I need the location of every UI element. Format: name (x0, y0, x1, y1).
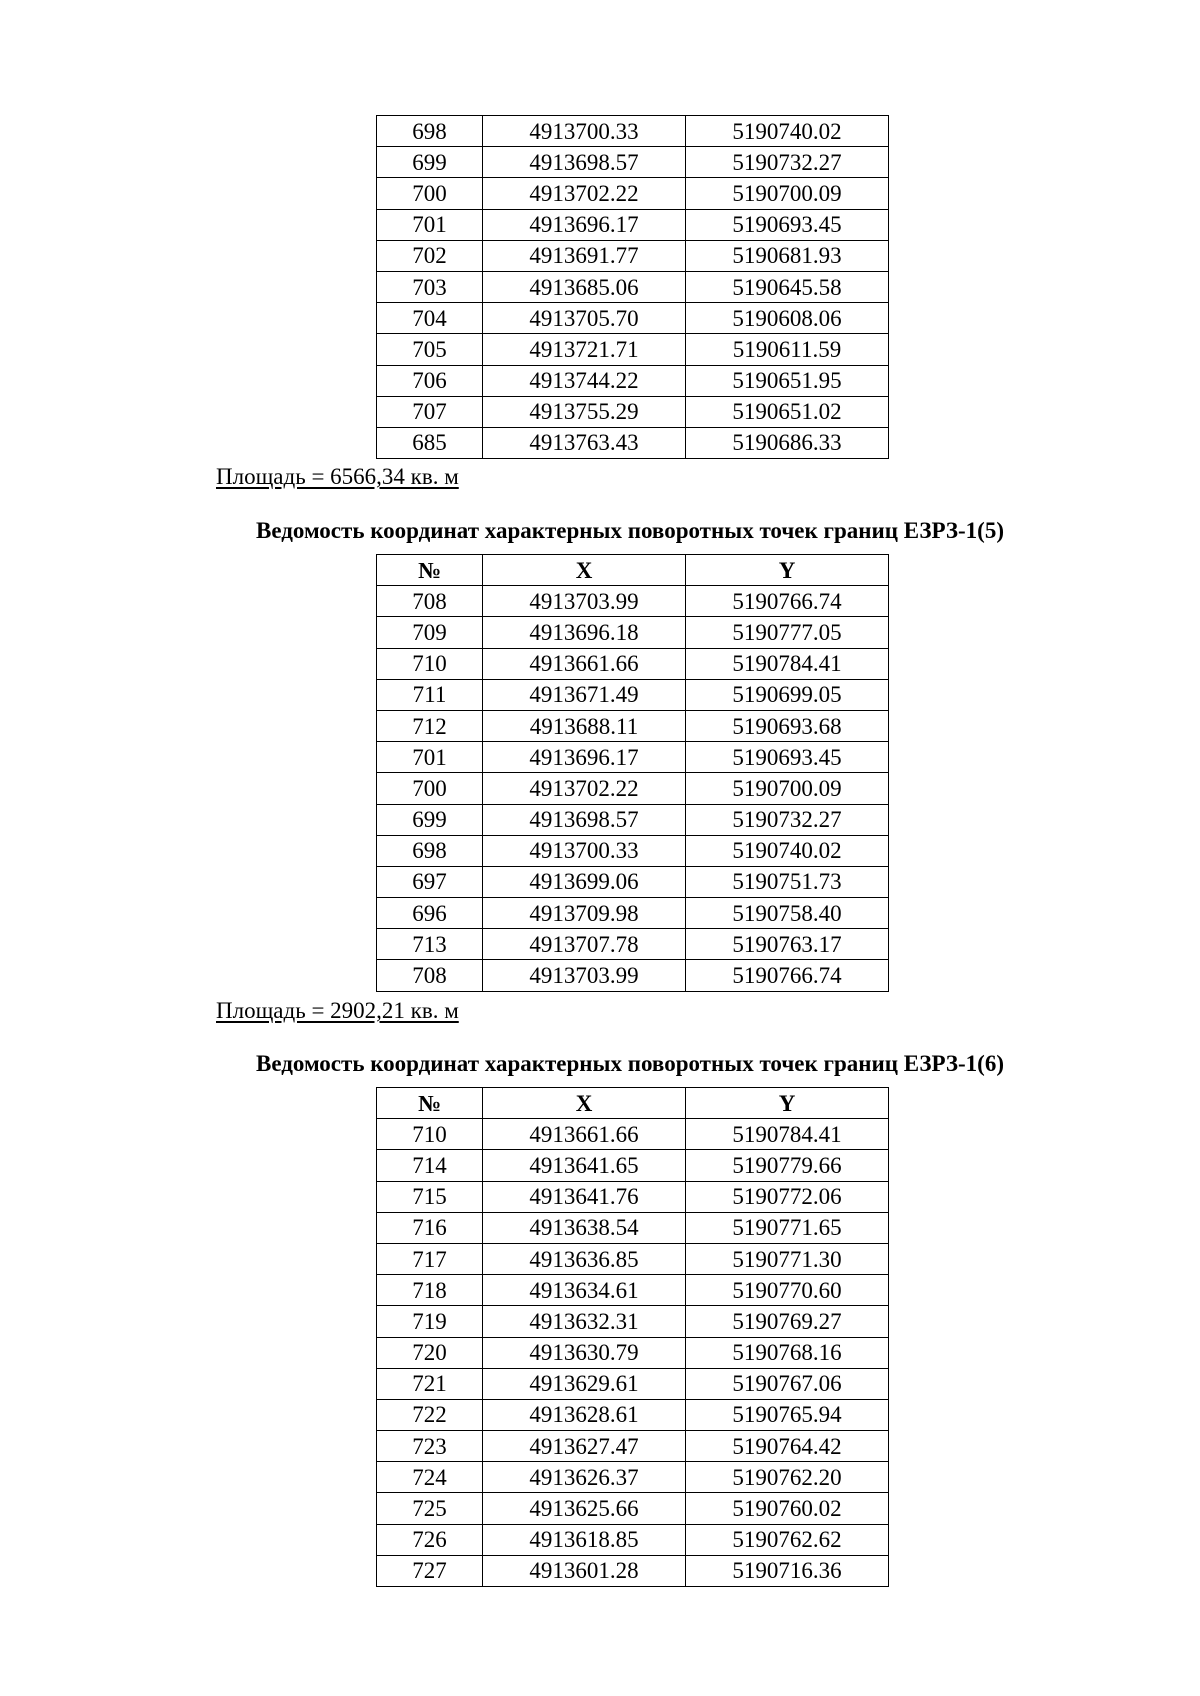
table-row (377, 1524, 889, 1555)
column-header-y: Y (686, 1088, 889, 1119)
table-row (377, 898, 889, 929)
y-coordinate-cell: 5190732.27 (686, 147, 889, 178)
table-heading-2: Ведомость координат характерных поворотных точек границ ЕЗРЗ-1(5) (256, 518, 1004, 543)
x-coordinate-cell: 4913696.17 (483, 209, 686, 240)
y-coordinate-cell: 5190740.02 (686, 116, 889, 147)
table-row (377, 929, 889, 960)
table-row (377, 334, 889, 365)
table-header (377, 555, 889, 586)
y-coordinate-cell: 5190700.09 (686, 773, 889, 804)
y-coordinate-cell: 5190763.17 (686, 929, 889, 960)
point-number-cell: 698 (377, 835, 483, 866)
y-coordinate-cell: 5190762.20 (686, 1462, 889, 1493)
point-number-cell: 716 (377, 1212, 483, 1243)
point-number-cell: 698 (377, 116, 483, 147)
y-coordinate-cell: 5190770.60 (686, 1275, 889, 1306)
y-coordinate-cell: 5190700.09 (686, 178, 889, 209)
point-number-cell: 719 (377, 1306, 483, 1337)
point-number-cell: 697 (377, 866, 483, 897)
x-coordinate-cell: 4913721.71 (483, 334, 686, 365)
table-row (377, 1150, 889, 1181)
area-label-2: Площадь = 2902,21 кв. м (216, 998, 459, 1023)
point-number-cell: 721 (377, 1368, 483, 1399)
x-coordinate-cell: 4913691.77 (483, 240, 686, 271)
table-row (377, 1119, 889, 1150)
point-number-cell: 699 (377, 147, 483, 178)
y-coordinate-cell: 5190686.33 (686, 427, 889, 458)
x-coordinate-cell: 4913696.17 (483, 742, 686, 773)
table-row (377, 1368, 889, 1399)
table-row (377, 396, 889, 427)
table-row (377, 804, 889, 835)
column-header-x: X (483, 555, 686, 586)
y-coordinate-cell: 5190760.02 (686, 1493, 889, 1524)
x-coordinate-cell: 4913709.98 (483, 898, 686, 929)
x-coordinate-cell: 4913685.06 (483, 271, 686, 302)
table-row (377, 1181, 889, 1212)
x-coordinate-cell: 4913698.57 (483, 804, 686, 835)
y-coordinate-cell: 5190608.06 (686, 303, 889, 334)
table-row (377, 1462, 889, 1493)
y-coordinate-cell: 5190771.30 (686, 1243, 889, 1274)
y-coordinate-cell: 5190740.02 (686, 835, 889, 866)
point-number-cell: 710 (377, 648, 483, 679)
x-coordinate-cell: 4913744.22 (483, 365, 686, 396)
y-coordinate-cell: 5190772.06 (686, 1181, 889, 1212)
x-coordinate-cell: 4913634.61 (483, 1275, 686, 1306)
point-number-cell: 708 (377, 960, 483, 991)
y-coordinate-cell: 5190681.93 (686, 240, 889, 271)
table-row (377, 1306, 889, 1337)
column-header-x: X (483, 1088, 686, 1119)
table-row (377, 1337, 889, 1368)
x-coordinate-cell: 4913630.79 (483, 1337, 686, 1368)
y-coordinate-cell: 5190764.42 (686, 1431, 889, 1462)
x-coordinate-cell: 4913699.06 (483, 866, 686, 897)
column-header-number: № (377, 1088, 483, 1119)
point-number-cell: 709 (377, 617, 483, 648)
x-coordinate-cell: 4913627.47 (483, 1431, 686, 1462)
table-row (377, 147, 889, 178)
y-coordinate-cell: 5190784.41 (686, 1119, 889, 1150)
y-coordinate-cell: 5190732.27 (686, 804, 889, 835)
point-number-cell: 715 (377, 1181, 483, 1212)
point-number-cell: 722 (377, 1399, 483, 1430)
point-number-cell: 723 (377, 1431, 483, 1462)
table-row (377, 178, 889, 209)
table-row (377, 1399, 889, 1430)
y-coordinate-cell: 5190651.95 (686, 365, 889, 396)
y-coordinate-cell: 5190758.40 (686, 898, 889, 929)
table-row (377, 586, 889, 617)
table-row (377, 1431, 889, 1462)
table-row (377, 679, 889, 710)
point-number-cell: 701 (377, 209, 483, 240)
x-coordinate-cell: 4913705.70 (483, 303, 686, 334)
y-coordinate-cell: 5190699.05 (686, 679, 889, 710)
point-number-cell: 704 (377, 303, 483, 334)
table-row (377, 1555, 889, 1586)
x-coordinate-cell: 4913755.29 (483, 396, 686, 427)
point-number-cell: 701 (377, 742, 483, 773)
point-number-cell: 717 (377, 1243, 483, 1274)
table-row (377, 1275, 889, 1306)
x-coordinate-cell: 4913671.49 (483, 679, 686, 710)
x-coordinate-cell: 4913698.57 (483, 147, 686, 178)
table-row (377, 710, 889, 741)
x-coordinate-cell: 4913625.66 (483, 1493, 686, 1524)
point-number-cell: 707 (377, 396, 483, 427)
point-number-cell: 724 (377, 1462, 483, 1493)
point-number-cell: 702 (377, 240, 483, 271)
x-coordinate-cell: 4913641.65 (483, 1150, 686, 1181)
table-row (377, 742, 889, 773)
table-header (377, 1088, 889, 1119)
x-coordinate-cell: 4913632.31 (483, 1306, 686, 1337)
y-coordinate-cell: 5190771.65 (686, 1212, 889, 1243)
x-coordinate-cell: 4913703.99 (483, 960, 686, 991)
x-coordinate-cell: 4913628.61 (483, 1399, 686, 1430)
table-row (377, 1243, 889, 1274)
table-body (377, 1119, 889, 1587)
point-number-cell: 711 (377, 679, 483, 710)
y-coordinate-cell: 5190765.94 (686, 1399, 889, 1430)
y-coordinate-cell: 5190784.41 (686, 648, 889, 679)
table-row (377, 866, 889, 897)
x-coordinate-cell: 4913688.11 (483, 710, 686, 741)
y-coordinate-cell: 5190611.59 (686, 334, 889, 365)
x-coordinate-cell: 4913626.37 (483, 1462, 686, 1493)
table-row (377, 648, 889, 679)
area-label-1: Площадь = 6566,34 кв. м (216, 464, 459, 489)
point-number-cell: 703 (377, 271, 483, 302)
point-number-cell: 712 (377, 710, 483, 741)
point-number-cell: 696 (377, 898, 483, 929)
y-coordinate-cell: 5190693.68 (686, 710, 889, 741)
x-coordinate-cell: 4913702.22 (483, 178, 686, 209)
y-coordinate-cell: 5190651.02 (686, 396, 889, 427)
x-coordinate-cell: 4913700.33 (483, 116, 686, 147)
x-coordinate-cell: 4913763.43 (483, 427, 686, 458)
table-row (377, 773, 889, 804)
x-coordinate-cell: 4913618.85 (483, 1524, 686, 1555)
table-heading-3: Ведомость координат характерных поворотных точек границ ЕЗРЗ-1(6) (256, 1051, 1004, 1076)
y-coordinate-cell: 5190767.06 (686, 1368, 889, 1399)
x-coordinate-cell: 4913641.76 (483, 1181, 686, 1212)
y-coordinate-cell: 5190716.36 (686, 1555, 889, 1586)
table-row (377, 271, 889, 302)
point-number-cell: 710 (377, 1119, 483, 1150)
point-number-cell: 706 (377, 365, 483, 396)
table-row (377, 1212, 889, 1243)
point-number-cell: 718 (377, 1275, 483, 1306)
y-coordinate-cell: 5190766.74 (686, 960, 889, 991)
table-body (377, 586, 889, 991)
coordinates-table-1 (376, 115, 889, 459)
table-row (377, 303, 889, 334)
point-number-cell: 699 (377, 804, 483, 835)
coordinates-table-2 (376, 554, 889, 992)
y-coordinate-cell: 5190645.58 (686, 271, 889, 302)
point-number-cell: 714 (377, 1150, 483, 1181)
table-body (377, 116, 889, 459)
point-number-cell: 685 (377, 427, 483, 458)
x-coordinate-cell: 4913636.85 (483, 1243, 686, 1274)
y-coordinate-cell: 5190766.74 (686, 586, 889, 617)
point-number-cell: 700 (377, 773, 483, 804)
coordinates-table-3 (376, 1087, 889, 1587)
x-coordinate-cell: 4913707.78 (483, 929, 686, 960)
x-coordinate-cell: 4913703.99 (483, 586, 686, 617)
y-coordinate-cell: 5190777.05 (686, 617, 889, 648)
x-coordinate-cell: 4913661.66 (483, 1119, 686, 1150)
y-coordinate-cell: 5190769.27 (686, 1306, 889, 1337)
point-number-cell: 725 (377, 1493, 483, 1524)
y-coordinate-cell: 5190762.62 (686, 1524, 889, 1555)
table-row (377, 209, 889, 240)
y-coordinate-cell: 5190693.45 (686, 742, 889, 773)
column-header-y: Y (686, 555, 889, 586)
y-coordinate-cell: 5190779.66 (686, 1150, 889, 1181)
x-coordinate-cell: 4913629.61 (483, 1368, 686, 1399)
point-number-cell: 726 (377, 1524, 483, 1555)
x-coordinate-cell: 4913661.66 (483, 648, 686, 679)
y-coordinate-cell: 5190768.16 (686, 1337, 889, 1368)
table-row (377, 1493, 889, 1524)
x-coordinate-cell: 4913638.54 (483, 1212, 686, 1243)
point-number-cell: 713 (377, 929, 483, 960)
point-number-cell: 700 (377, 178, 483, 209)
y-coordinate-cell: 5190751.73 (686, 866, 889, 897)
table-row (377, 365, 889, 396)
table-row (377, 617, 889, 648)
point-number-cell: 708 (377, 586, 483, 617)
table-row (377, 427, 889, 458)
table-row (377, 960, 889, 991)
table-row (377, 835, 889, 866)
x-coordinate-cell: 4913702.22 (483, 773, 686, 804)
x-coordinate-cell: 4913601.28 (483, 1555, 686, 1586)
x-coordinate-cell: 4913700.33 (483, 835, 686, 866)
column-header-number: № (377, 555, 483, 586)
y-coordinate-cell: 5190693.45 (686, 209, 889, 240)
point-number-cell: 705 (377, 334, 483, 365)
x-coordinate-cell: 4913696.18 (483, 617, 686, 648)
point-number-cell: 720 (377, 1337, 483, 1368)
table-row (377, 116, 889, 147)
table-row (377, 240, 889, 271)
point-number-cell: 727 (377, 1555, 483, 1586)
